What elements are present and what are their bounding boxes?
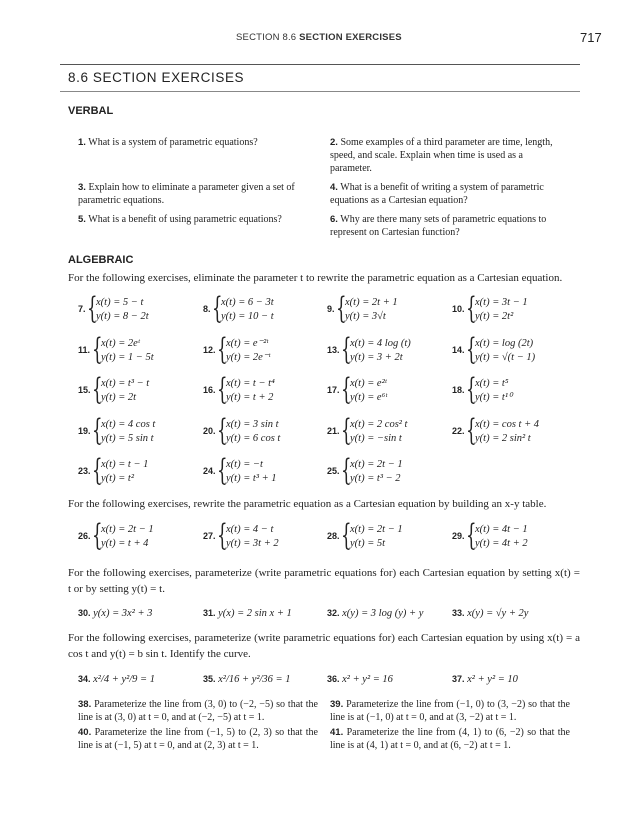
y-equation: y(t) = t² xyxy=(101,473,134,484)
equation-text: x²/4 + y²/9 = 1 xyxy=(93,674,156,685)
item-number: 40. xyxy=(78,727,92,738)
x-equation: x(t) = 5 − t xyxy=(96,297,144,308)
item-number: 34. xyxy=(78,674,91,684)
brace-icon: { xyxy=(92,412,103,448)
intro-xy-table: For the following exercises, rewrite the parametric equation as a Cartesian equation by building an x-y table. xyxy=(68,498,547,510)
brace-icon: { xyxy=(341,331,352,367)
item-number: 4. xyxy=(330,182,338,193)
intro-cos-sin: For the following exercises, parameterize (write parametric equations for) each Cartesian equation by using x(t) = a cos t and y(t) = b sin t. Identify the curve. xyxy=(68,632,580,660)
x-equation: x(t) = −t xyxy=(226,459,263,470)
brace-icon: { xyxy=(341,518,352,553)
y-equation: y(t) = 3 + 2t xyxy=(350,351,403,363)
brace-icon: { xyxy=(92,518,103,553)
parametric-system xyxy=(203,453,329,488)
parametric-system xyxy=(327,331,453,367)
parametric-system xyxy=(327,518,453,553)
item-number: 19. xyxy=(78,425,91,436)
equation-text: x² + y² = 16 xyxy=(342,674,393,685)
intro-parameterize: For the following exercises, parameterize (write parametric equations for) each Cartesian equation by setting x(t) = t or by setting y(t) = t. xyxy=(68,567,580,595)
x-equation: x(t) = 2t − 1 xyxy=(101,524,154,535)
x-equation: x(t) = e⁻²ᵗ xyxy=(226,337,269,349)
x-equation: x(t) = e²ᵗ xyxy=(350,378,387,389)
brace-icon: { xyxy=(466,291,477,326)
parametric-system xyxy=(452,518,578,553)
parametric-system xyxy=(78,372,204,407)
item-number: 17. xyxy=(327,385,340,395)
brace-icon: { xyxy=(341,372,352,407)
equation-text: y(x) = 3x² + 3 xyxy=(93,608,153,619)
brace-icon: { xyxy=(466,518,477,553)
item-number: 33. xyxy=(452,608,465,618)
equation-text: y(x) = 2 sin x + 1 xyxy=(218,608,292,619)
y-equation: y(t) = 5t xyxy=(350,538,386,549)
running-header xyxy=(236,32,402,43)
y-equation: y(t) = t³ + 1 xyxy=(226,473,277,484)
y-equation: y(t) = t³ − 2 xyxy=(350,473,401,484)
verbal-item-4 xyxy=(330,181,560,207)
brace-icon: { xyxy=(466,331,477,367)
parametric-system xyxy=(452,372,578,407)
item-number: 11. xyxy=(78,344,91,355)
item-number: 10. xyxy=(452,304,465,314)
y-equation: y(t) = t + 4 xyxy=(101,538,149,549)
header-rule xyxy=(60,64,580,65)
y-equation: y(t) = 3t + 2 xyxy=(226,538,279,549)
item-number: 41. xyxy=(330,727,344,738)
item-text: What is a benefit of writing a system of parametric equations as a Cartesian equation? xyxy=(330,182,544,206)
verbal-item-2 xyxy=(330,136,560,175)
y-equation: y(t) = 6 cos t xyxy=(226,432,281,444)
parametric-system xyxy=(327,453,453,488)
parametric-system xyxy=(78,331,204,367)
page-number: 717 xyxy=(580,30,602,45)
item-number: 36. xyxy=(327,674,340,684)
y-equation: y(t) = −sin t xyxy=(350,432,402,444)
item-number: 2. xyxy=(330,137,338,148)
item-number: 23. xyxy=(78,466,91,476)
item-number: 9. xyxy=(327,304,335,314)
intro-eliminate: For the following exercises, eliminate the parameter t to rewrite the parametric equation as a Cartesian equation. xyxy=(68,272,563,284)
equation-item xyxy=(452,674,518,685)
item-number: 15. xyxy=(78,385,91,395)
parametric-system xyxy=(203,518,329,553)
parametric-system xyxy=(78,518,204,553)
item-text: What is a benefit of using parametric equations? xyxy=(88,214,282,225)
y-equation: y(t) = e⁶ᵗ xyxy=(350,392,387,403)
item-number: 39. xyxy=(330,699,344,710)
item-number: 29. xyxy=(452,531,465,541)
equation-item xyxy=(78,674,155,685)
x-equation: x(t) = 3 sin t xyxy=(226,418,279,430)
x-equation: x(t) = t − 1 xyxy=(101,459,149,470)
brace-icon: { xyxy=(92,331,103,367)
item-text: Parameterize the line from (3, 0) to (−2, −5) so that the line is at (3, 0) at t = 0, and at (−2, −5) at t = 1. xyxy=(78,699,318,723)
item-number: 1. xyxy=(78,137,86,148)
brace-icon: { xyxy=(217,453,228,488)
x-equation: x(t) = 3t − 1 xyxy=(475,297,528,308)
item-number: 14. xyxy=(452,344,465,355)
brace-icon: { xyxy=(341,453,352,488)
equation-item xyxy=(327,608,423,619)
y-equation: y(t) = 2t² xyxy=(475,311,514,322)
y-equation: y(t) = 10 − t xyxy=(221,311,274,322)
item-number: 12. xyxy=(203,344,216,355)
item-number: 28. xyxy=(327,531,340,541)
item-number: 18. xyxy=(452,385,465,395)
parametric-system xyxy=(203,291,329,326)
item-text: Parameterize the line from (−1, 0) to (3, −2) so that the line is at (−1, 0) at t = 0, and at (3, −2) at t = 1. xyxy=(330,699,570,723)
parametric-system xyxy=(452,291,578,326)
equation-item xyxy=(203,608,292,619)
line-item-38 xyxy=(78,698,318,724)
y-equation: y(t) = 4t + 2 xyxy=(475,538,528,549)
x-equation: x(t) = 4t − 1 xyxy=(475,524,528,535)
brace-icon: { xyxy=(217,331,228,367)
item-text: Parameterize the line from (4, 1) to (6, −2) so that the line is at (4, 1) at t = 0, and at (6, −2) at t = 1. xyxy=(330,727,570,751)
item-number: 32. xyxy=(327,608,340,618)
equation-item xyxy=(452,608,528,619)
item-number: 21. xyxy=(327,425,340,436)
item-number: 7. xyxy=(78,304,86,314)
brace-icon: { xyxy=(92,372,103,407)
parametric-system xyxy=(327,372,453,407)
x-equation: x(t) = cos t + 4 xyxy=(475,418,540,430)
x-equation: x(t) = 2eᵗ xyxy=(101,337,140,349)
x-equation: x(t) = 4 − t xyxy=(226,524,274,535)
y-equation: y(t) = t + 2 xyxy=(226,392,274,403)
y-equation: y(t) = 5 sin t xyxy=(101,432,154,444)
brace-icon: { xyxy=(341,412,352,448)
header-section-title: SECTION EXERCISES xyxy=(299,32,402,43)
x-equation: x(t) = 2t − 1 xyxy=(350,524,403,535)
item-number: 35. xyxy=(203,674,216,684)
line-item-40 xyxy=(78,726,318,752)
item-number: 3. xyxy=(78,182,86,193)
item-number: 30. xyxy=(78,608,91,618)
item-text: Why are there many sets of parametric equations to represent on Cartesian function? xyxy=(330,214,547,238)
x-equation: x(t) = t³ − t xyxy=(101,378,150,389)
x-equation: x(t) = t⁵ xyxy=(475,378,509,389)
header-section-number: SECTION 8.6 xyxy=(236,32,297,43)
brace-icon: { xyxy=(336,291,347,326)
item-number: 31. xyxy=(203,608,216,618)
brace-icon: { xyxy=(466,412,477,448)
brace-icon: { xyxy=(87,291,98,326)
verbal-heading: VERBAL xyxy=(68,105,114,117)
item-text: Explain how to eliminate a parameter given a set of parametric equations. xyxy=(78,182,295,206)
parametric-system xyxy=(203,331,329,367)
line-item-39 xyxy=(330,698,570,724)
brace-icon: { xyxy=(92,453,103,488)
item-number: 25. xyxy=(327,466,340,476)
parametric-system xyxy=(327,412,453,448)
y-equation: y(t) = t¹⁰ xyxy=(475,392,513,403)
item-text: Some examples of a third parameter are time, length, speed, and scale. Explain when time is used as a parameter. xyxy=(330,137,553,174)
parametric-system xyxy=(78,453,204,488)
item-number: 24. xyxy=(203,466,216,476)
y-equation: y(t) = 1 − 5t xyxy=(101,351,154,363)
y-equation: y(t) = 3√t xyxy=(345,311,386,322)
equation-text: x(y) = √y + 2y xyxy=(467,608,529,619)
x-equation: x(t) = 4 cos t xyxy=(101,418,156,430)
equation-item xyxy=(327,674,393,685)
x-equation: x(t) = 2 cos² t xyxy=(350,418,408,430)
parametric-system xyxy=(78,291,204,326)
verbal-item-6 xyxy=(330,213,560,239)
item-number: 37. xyxy=(452,674,465,684)
y-equation: y(t) = 2e⁻ᵗ xyxy=(226,351,271,363)
verbal-item-3 xyxy=(78,181,318,207)
brace-icon: { xyxy=(217,412,228,448)
parametric-system xyxy=(452,331,578,367)
item-number: 26. xyxy=(78,531,91,541)
verbal-item-5 xyxy=(78,213,318,226)
line-item-41 xyxy=(330,726,570,752)
y-equation: y(t) = √(t − 1) xyxy=(475,351,536,363)
equation-text: x(y) = 3 log (y) + y xyxy=(342,608,424,619)
brace-icon: { xyxy=(217,518,228,553)
x-equation: x(t) = 4 log (t) xyxy=(350,337,411,349)
parametric-system xyxy=(203,372,329,407)
item-number: 5. xyxy=(78,214,86,225)
parametric-system xyxy=(78,412,204,448)
item-number: 20. xyxy=(203,425,216,436)
title-rule xyxy=(60,91,580,92)
brace-icon: { xyxy=(217,372,228,407)
parametric-system xyxy=(452,412,578,448)
brace-icon: { xyxy=(466,372,477,407)
y-equation: y(t) = 2 sin² t xyxy=(475,432,531,444)
section-title: 8.6 SECTION EXERCISES xyxy=(68,70,245,85)
verbal-item-1 xyxy=(78,136,318,149)
item-number: 13. xyxy=(327,344,340,355)
x-equation: x(t) = 2t − 1 xyxy=(350,459,403,470)
y-equation: y(t) = 8 − 2t xyxy=(96,311,149,322)
x-equation: x(t) = log (2t) xyxy=(475,337,534,349)
equation-item xyxy=(203,674,291,685)
x-equation: x(t) = 6 − 3t xyxy=(221,297,274,308)
parametric-system xyxy=(203,412,329,448)
item-number: 6. xyxy=(330,214,338,225)
algebraic-heading: ALGEBRAIC xyxy=(68,254,134,266)
equation-text: x² + y² = 10 xyxy=(467,674,518,685)
item-number: 38. xyxy=(78,699,92,710)
item-number: 16. xyxy=(203,385,216,395)
item-text: What is a system of parametric equations? xyxy=(88,137,258,148)
equation-text: x²/16 + y²/36 = 1 xyxy=(218,674,291,685)
x-equation: x(t) = 2t + 1 xyxy=(345,297,398,308)
x-equation: x(t) = t − t⁴ xyxy=(226,378,275,389)
item-number: 27. xyxy=(203,531,216,541)
item-number: 8. xyxy=(203,304,211,314)
item-text: Parameterize the line from (−1, 5) to (2, 3) so that the line is at (−1, 5) at t = 0, and at (2, 3) at t = 1. xyxy=(78,727,318,751)
y-equation: y(t) = 2t xyxy=(101,392,137,403)
brace-icon: { xyxy=(212,291,223,326)
parametric-system xyxy=(327,291,453,326)
equation-item xyxy=(78,608,152,619)
item-number: 22. xyxy=(452,425,465,436)
